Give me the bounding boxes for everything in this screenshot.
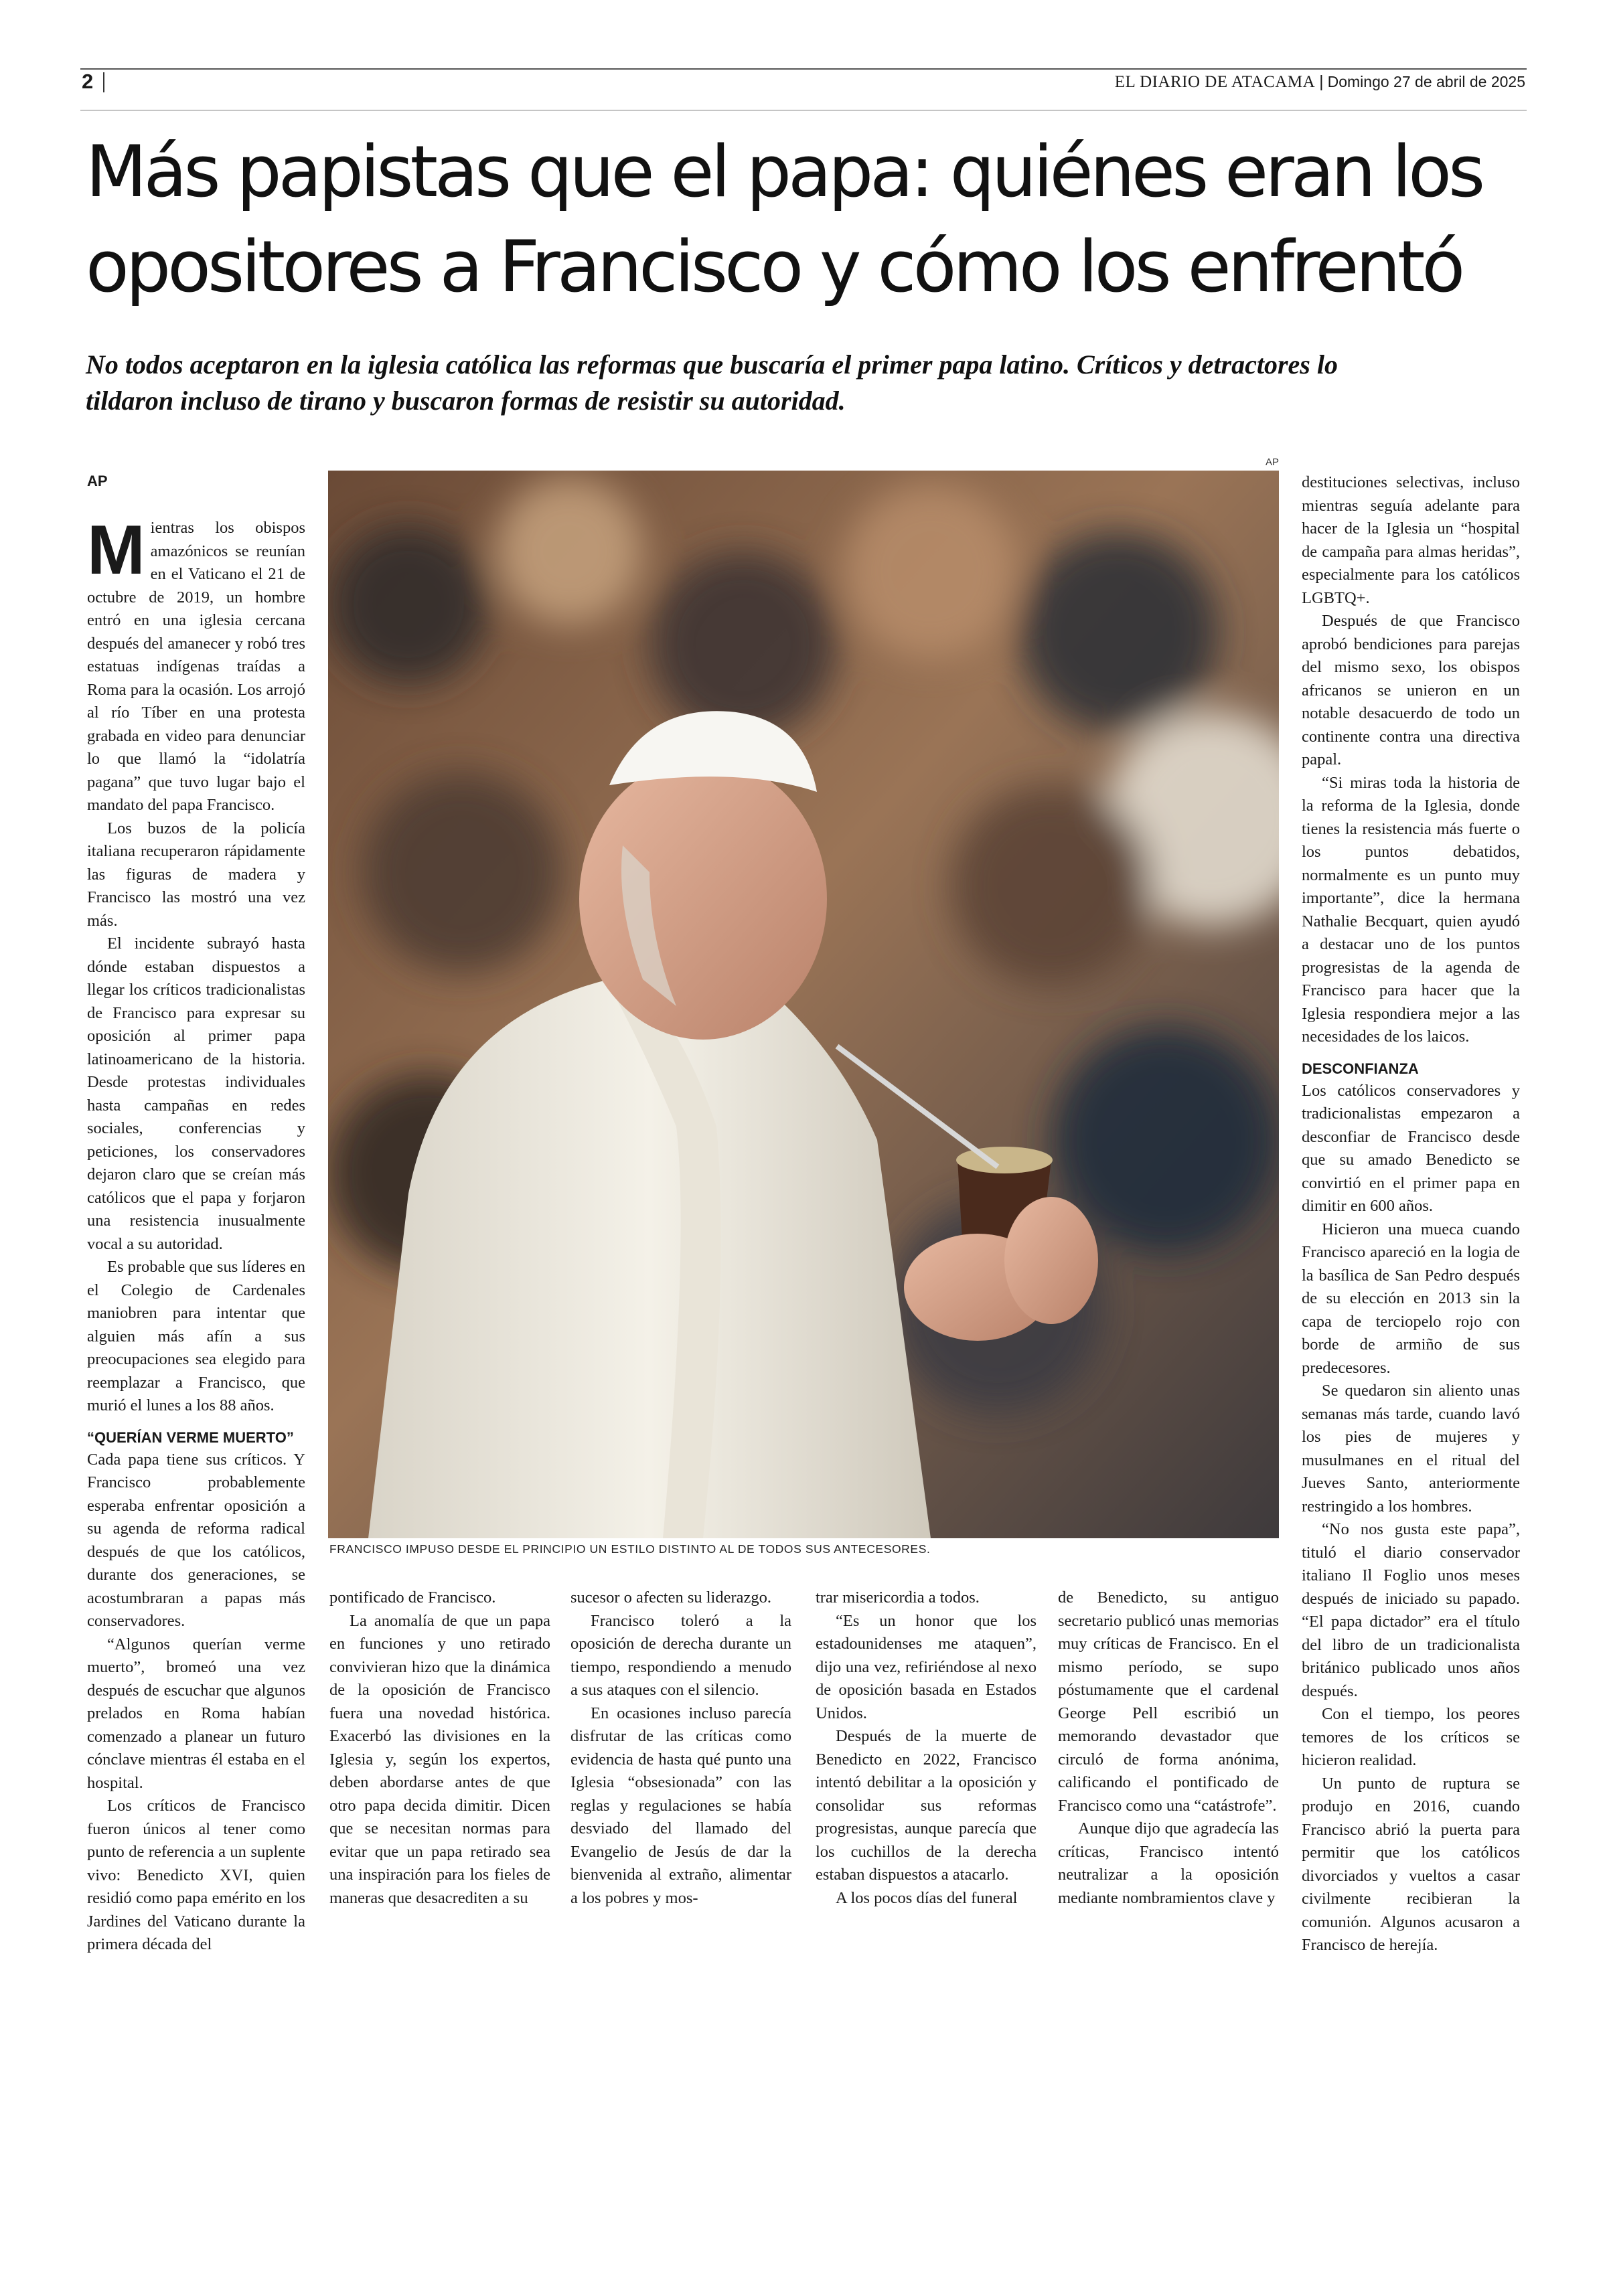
article-column-4: [816, 1586, 1037, 1910]
paragraph: Después de la muerte de Benedicto en 2022, Francisco intentó debilitar a la oposición y consolidar sus reformas progresistas, aunque parecía que los cuchillos de la derecha estaban dispuestos a atacarlo.: [816, 1727, 1037, 1884]
headline: [86, 125, 1532, 315]
article-column-3: [570, 1586, 791, 1910]
article-column-right: [1302, 471, 1520, 1957]
paragraph: A los pocos días del funeral: [836, 1888, 1018, 1907]
top-rule: [80, 68, 1527, 70]
issue-date: Domingo 27 de abril de 2025: [1327, 73, 1525, 90]
paragraph: Cada papa tiene sus críticos. Y Francisco probablemente esperaba enfrentar oposición a su agenda de reforma radical después de que los católicos, durante dos generaciones, se acostumbraran a papas más conservadores.: [87, 1450, 305, 1630]
paragraph: Se quedaron sin aliento unas semanas más tarde, cuando lavó los pies de mujeres y musulmanes en el ritual del Jueves Santo, anteriormente restringido a los hombres.: [1302, 1382, 1520, 1515]
photo-caption: FRANCISCO IMPUSO DESDE EL PRINCIPIO UN ESTILO DISTINTO AL DE TODOS SUS ANTECESORES.: [329, 1542, 931, 1556]
paragraph: pontificado de Francisco.: [329, 1588, 496, 1607]
paragraph: Los buzos de la policía italiana recuperaron rápidamente las figuras de madera y Francisco las mostró una vez más.: [87, 819, 305, 930]
paragraph: Es probable que sus líderes en el Colegio de Cardenales maniobren para intentar que alguien más afín a sus preocupaciones sea elegido para reemplazar a Francisco, que murió el lunes a los 88 años.: [87, 1258, 305, 1414]
photo-credit: AP: [1266, 457, 1280, 468]
headline-line-1: Más papistas que el papa: quiénes eran los: [86, 131, 1482, 213]
photo-illustration: [328, 471, 1279, 1538]
running-head: [1115, 72, 1525, 92]
pope-francis-photo: [328, 471, 1279, 1538]
paragraph: de Benedicto, su antiguo secretario publicó unas memorias muy críticas de Francisco. En el mismo período, se supo póstumamente que el cardenal George Pell escribió un memorando devastador que circuló de forma anónima, calificando el pontificado de Francisco como una “catástrofe”.: [1058, 1588, 1279, 1815]
paragraph: Aunque dijo que agradecía las críticas, Francisco intentó neutralizar a la oposición mediante nombramientos clave y: [1058, 1819, 1279, 1907]
byline: AP: [87, 473, 108, 489]
lead-paragraph: [87, 511, 305, 817]
masthead-separator: |: [1319, 72, 1324, 91]
article-column-2: [329, 1586, 550, 1910]
article-column-5: [1058, 1586, 1279, 1910]
paragraph: “Algunos querían verme muerto”, bromeó una vez después de escuchar que algunos prelados en Roma habían comenzado a planear un futuro cónclave mientras él estaba en el hospital.: [87, 1635, 305, 1792]
newspaper-name: EL DIARIO DE ATACAMA: [1114, 73, 1316, 91]
paragraph: En ocasiones incluso parecía disfrutar de las críticas como evidencia de hasta qué punto una Iglesia “obsesionada” con las reglas y regulaciones se había desviado del llamado del Evangelio de Jesús de dar la bienvenida al extraño, alimentar a los pobres y mos-: [570, 1704, 791, 1907]
subhead: DESCONFIANZA: [1302, 1060, 1419, 1077]
folio-divider: [103, 72, 104, 92]
article-column-1: [87, 511, 305, 1957]
paragraph: El incidente subrayó hasta dónde estaban dispuestos a llegar los críticos tradicionalistas de Francisco para expresar su oposición al primer papa latinoamericano de la historia. Desde protestas individuales hasta campañas en redes sociales, conferencias y peticiones, los conservadores dejaron claro que se creían más católicos que el papa y forjaron una resistencia inusualmente vocal a su autoridad.: [87, 934, 305, 1253]
paragraph: La anomalía de que un papa en funciones y uno retirado convivieran hizo que la dinámica de la oposición de Francisco fuera una novedad histórica. Exacerbó las divisiones en la Iglesia y, según los expertos, deben abordarse antes de que otro papa decida dimitir. Dicen que se necesitan normas para evitar que un papa retirado sea una inspiración para los fieles de maneras que desacrediten a su: [329, 1611, 550, 1907]
page-number: 2: [82, 70, 94, 93]
deck: [86, 347, 1532, 419]
paragraph: destituciones selectivas, incluso mientras seguía adelante para hacer de la Iglesia un “hospital de campaña para almas heridas”, especialmente para los católicos LGBTQ+.: [1302, 473, 1520, 607]
deck-line-1: No todos aceptaron en la iglesia católica las reformas que buscaría el primer papa latino. Críticos y detractores lo: [86, 349, 1338, 380]
paragraph: “Es un honor que los estadounidenses me ataquen”, dijo una vez, refiriéndose al nexo de oposición basada en Estados Unidos.: [816, 1611, 1037, 1722]
paragraph: trar misericordia a todos.: [816, 1588, 980, 1607]
paragraph: Los críticos de Francisco fueron únicos al tener como punto de referencia a un suplente vivo: Benedicto XVI, quien residió como papa emérito en los Jardines del Vaticano durante la primera década del: [87, 1797, 305, 1953]
lead-paragraph-text: ientras los obispos amazónicos se reunían en el Vaticano el 21 de octubre de 2019, un hombre entró en una iglesia cercana después del amanecer y robó tres estatuas indígenas traídas a Roma para la ocasión. Los arrojó al río Tíber en una protesta grabada en video para denunciar lo que llamó la “idolatría pagana” que tuvo lugar bajo el mandato del papa Francisco.: [87, 519, 305, 814]
deck-line-2: tildaron incluso de tirano y buscaron formas de resistir su autoridad.: [86, 386, 846, 416]
paragraph: Hicieron una mueca cuando Francisco apareció en la logia de la basílica de San Pedro después de su elección en 2013 sin la capa de terciopelo rojo con borde de armiño de sus predecesores.: [1302, 1220, 1520, 1377]
paragraph: sucesor o afecten su liderazgo.: [570, 1588, 771, 1607]
paragraph: Con el tiempo, los peores temores de los críticos se hicieron realidad.: [1302, 1705, 1520, 1769]
paragraph: “No nos gusta este papa”, tituló el diario conservador italiano Il Foglio unos meses después de iniciado su papado. “El papa dictador” era el título del libro de un tradicionalista británico publicado unos años después.: [1302, 1520, 1520, 1700]
paragraph: Los católicos conservadores y tradicionalistas empezaron a desconfiar de Francisco desde que su amado Benedicto se convirtió en el primer papa en dimitir en 600 años.: [1302, 1081, 1520, 1215]
paragraph: Después de que Francisco aprobó bendiciones para parejas del mismo sexo, los obispos africanos se unieron en un notable desacuerdo de todo un continente contra una directiva papal.: [1302, 612, 1520, 768]
paragraph: “Si miras toda la historia de la reforma de la Iglesia, donde tienes la resistencia más fuerte o los puntos debatidos, normalmente es un punto muy importante”, dice la hermana Nathalie Becquart, quien ayudó a destacar uno de los puntos progresistas de la agenda de Francisco para hacer que la Iglesia respondiera mejor a las necesidades de los laicos.: [1302, 773, 1520, 1046]
headline-line-2: opositores a Francisco y cómo los enfrentó: [86, 226, 1462, 308]
paragraph: Un punto de ruptura se produjo en 2016, cuando Francisco abrió la puerta para permitir que los católicos divorciados y vueltos a casar civilmente recibieran la comunión. Algunos acusaron a Francisco de herejía.: [1302, 1774, 1520, 1954]
paragraph: Francisco toleró a la oposición de derecha durante un tiempo, respondiendo a menudo a sus ataques con el silencio.: [570, 1611, 791, 1699]
subhead: “QUERÍAN VERME MUERTO”: [87, 1428, 294, 1446]
drop-cap: M: [87, 511, 145, 589]
